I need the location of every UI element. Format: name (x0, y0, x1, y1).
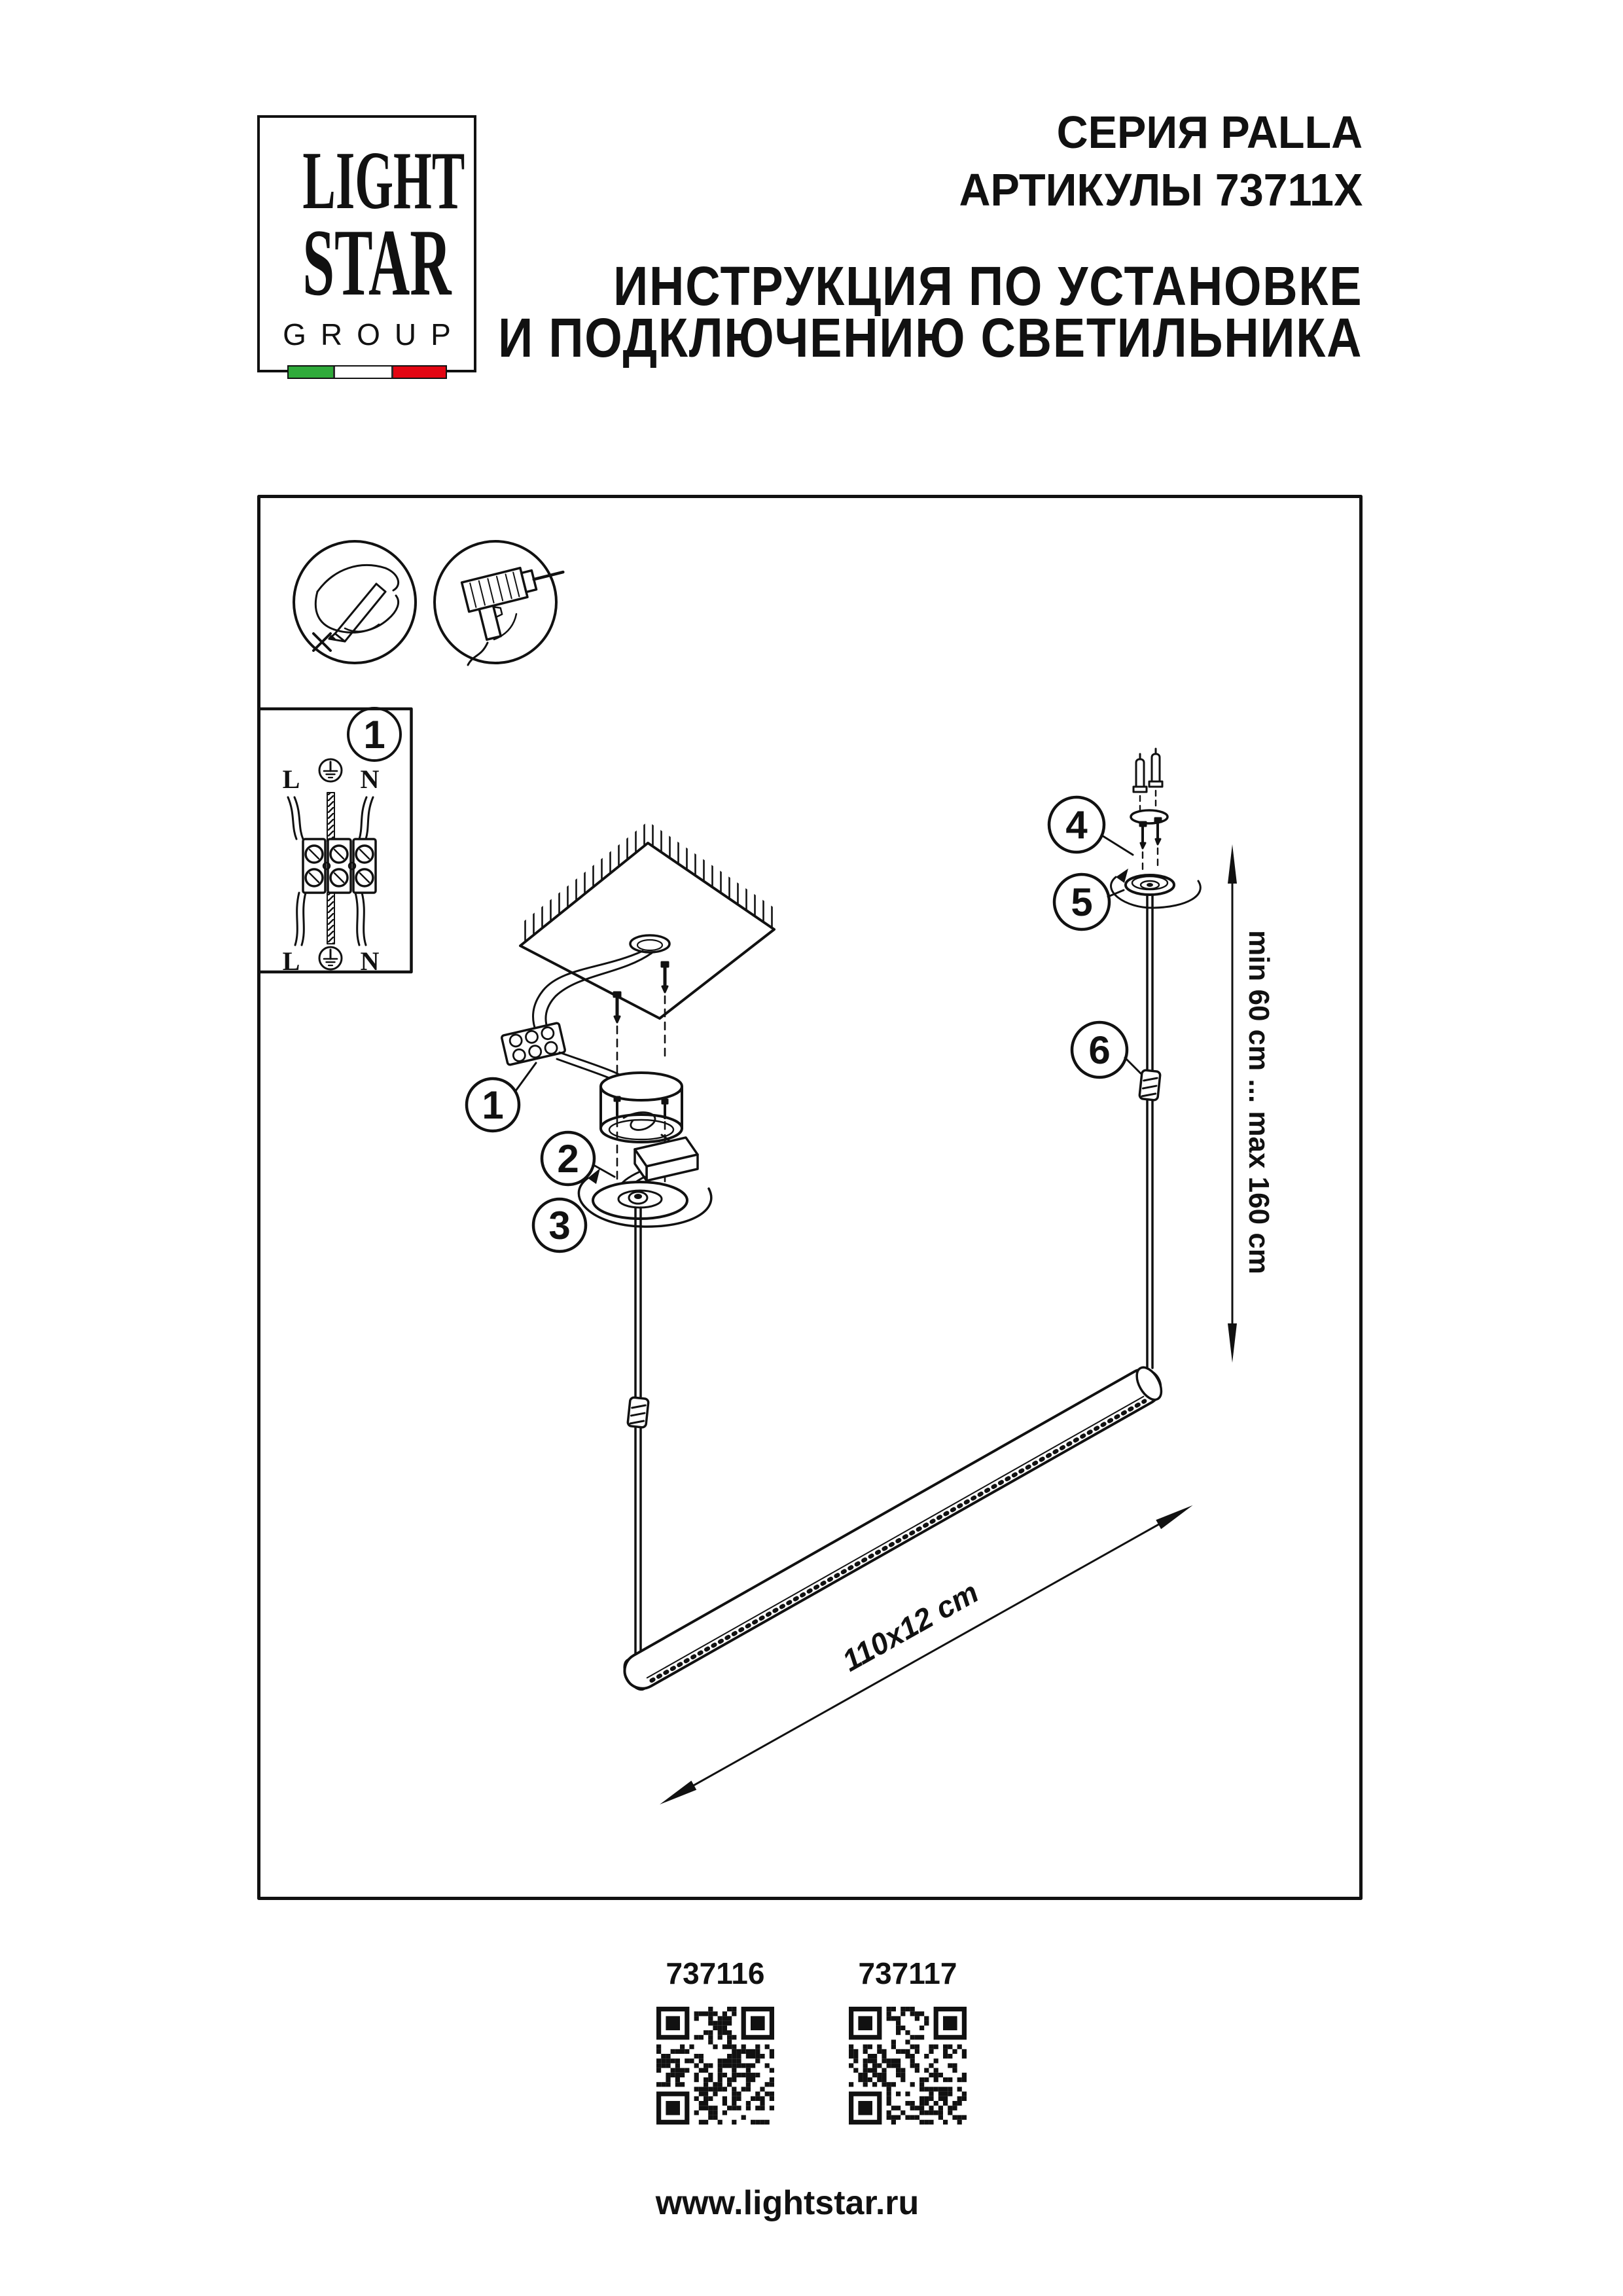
wire-label: N (360, 764, 380, 794)
drill-icon (435, 541, 575, 665)
svg-text:1: 1 (363, 713, 385, 757)
flag-red-stripe (393, 367, 446, 378)
logo-word-light: LIGHT (302, 135, 465, 226)
terminal-block (303, 839, 376, 893)
header-title-block (380, 103, 1363, 368)
wall-anchor-icon (1133, 754, 1147, 813)
installation-diagram (257, 495, 1363, 1900)
italian-flag-icon (287, 365, 447, 379)
svg-text:4: 4 (1065, 803, 1088, 847)
screw-icon (1140, 822, 1146, 872)
qr-item-737116 (656, 1956, 774, 2125)
cable-coupler (628, 1397, 649, 1428)
wall-anchor-icon (1149, 749, 1162, 809)
instruction-title-line2: И ПОДКЛЮЧЕНИЮ СВЕТИЛЬНИКА (497, 307, 1363, 368)
suspension-range-label: min 60 cm ... max 160 cm (1243, 930, 1275, 1274)
ground-symbol-icon (319, 947, 342, 969)
svg-text:6: 6 (1088, 1028, 1111, 1072)
mounting-plate (1131, 810, 1168, 823)
fixture-size-label: 110x12 cm (836, 1575, 984, 1678)
logo-word-star: STAR (302, 209, 452, 315)
screw-icon (1155, 818, 1161, 868)
suspension-rod-right (1139, 895, 1160, 1368)
dimension-arrow-vertical (1228, 844, 1275, 1363)
instruction-title-line1: ИНСТРУКЦИЯ ПО УСТАНОВКЕ (613, 255, 1363, 317)
svg-text:3: 3 (548, 1204, 571, 1247)
qr-code-icon (849, 2007, 967, 2125)
ground-wire (327, 893, 334, 944)
cable-coupler (1139, 1070, 1160, 1101)
flag-white-stripe (335, 367, 391, 378)
step-circle-4 (1049, 797, 1133, 855)
step-circle-1 (467, 1063, 536, 1131)
ceiling (520, 821, 774, 1018)
ceiling-rosette (1111, 869, 1201, 908)
wire-label: L (282, 764, 300, 794)
step-badge-1 (348, 708, 401, 761)
flag-green-stripe (289, 367, 333, 378)
terminal-block-3d (501, 1022, 565, 1065)
screw-icon (614, 992, 620, 1080)
wire-label: N (360, 946, 380, 976)
article-number: 737116 (666, 1956, 765, 1990)
series-title: СЕРИЯ PALLA (1056, 107, 1363, 158)
article-number: 737117 (858, 1956, 957, 1990)
pencil-marking-icon (294, 541, 416, 663)
qr-code-icon (656, 2007, 774, 2125)
svg-text:1: 1 (482, 1083, 504, 1127)
svg-text:5: 5 (1071, 880, 1093, 924)
articles-title: АРТИКУЛЫ 73711X (959, 164, 1363, 215)
suspension-rod-left (628, 1208, 649, 1659)
ground-symbol-icon (319, 759, 342, 781)
logo-word-group: GROUP (283, 317, 465, 351)
ground-wire (327, 793, 334, 841)
step-circle-3 (533, 1199, 586, 1251)
step-circle-6 (1072, 1022, 1141, 1077)
wire-label: L (282, 946, 300, 976)
qr-item-737117 (849, 1956, 967, 2125)
wiring-diagram (259, 708, 412, 976)
step-circle-2 (542, 1132, 615, 1185)
svg-text:2: 2 (557, 1137, 579, 1181)
step-circle-5 (1054, 874, 1124, 929)
website-url: www.lightstar.ru (655, 2184, 919, 2222)
diagram-frame (259, 497, 1361, 1899)
